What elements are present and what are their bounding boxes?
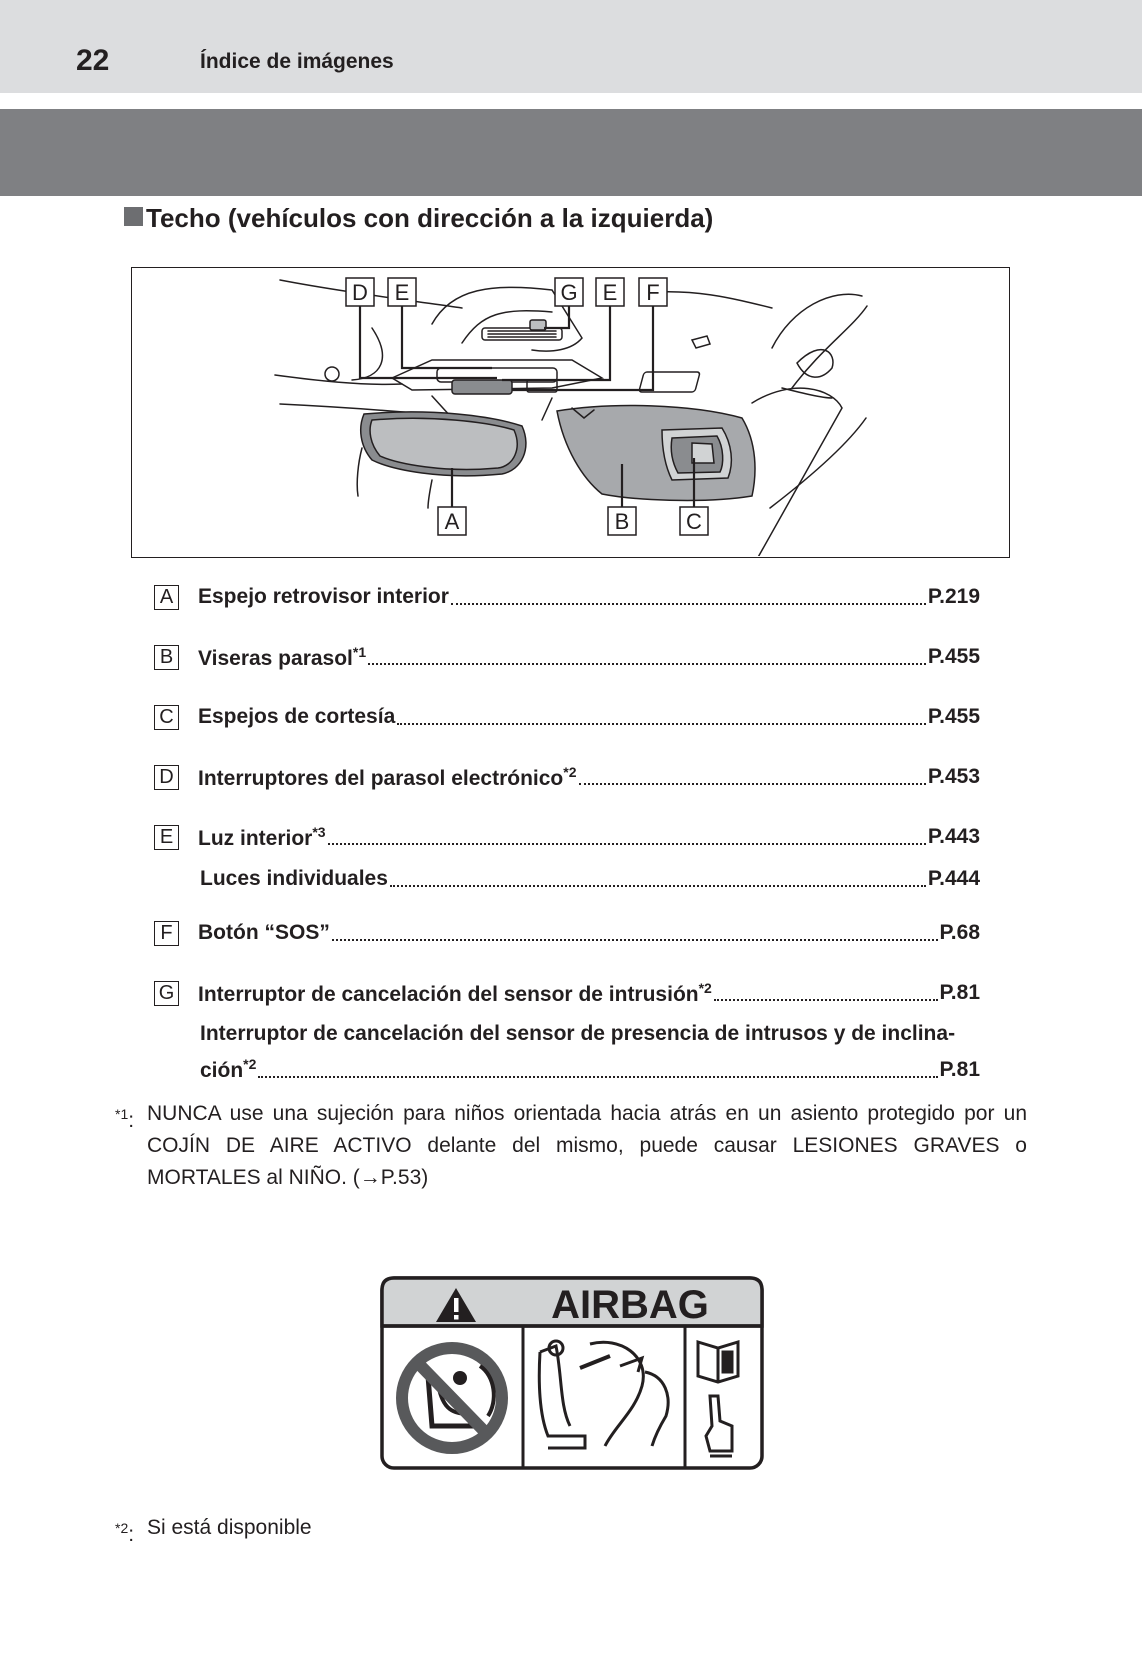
item-label: Luz interior$^{*3}$ [198, 823, 326, 850]
item-letter: D [154, 765, 179, 790]
item-page-link[interactable]: P.68 [939, 921, 980, 944]
leader-dots [714, 981, 938, 1001]
airbag-warning-label [380, 1276, 764, 1470]
item-letter: A [154, 585, 179, 610]
item-page-link[interactable]: P.444 [927, 867, 980, 890]
running-title: Índice de imágenes [200, 50, 394, 73]
airbag-title: AIRBAG [551, 1283, 709, 1327]
item-page-link[interactable]: P.453 [927, 765, 980, 788]
footnote [115, 1512, 1027, 1544]
list-item [200, 864, 980, 894]
item-page-link[interactable]: P.81 [939, 981, 980, 1004]
header-band [0, 0, 1142, 93]
list-item [154, 582, 980, 612]
leader-dots [451, 585, 926, 605]
item-label: Espejos de cortesía [198, 705, 396, 728]
item-letter: F [154, 921, 179, 946]
item-letter: B [154, 645, 179, 670]
footnote-mark: $^{*2}$: [115, 1520, 135, 1546]
callout-f: F [646, 280, 660, 305]
callout-d: D [352, 280, 368, 305]
callout-e2: E [602, 280, 618, 305]
item-label: Botón “SOS” [198, 921, 330, 944]
leader-dots [390, 867, 926, 887]
list-item [154, 702, 980, 732]
leader-dots [397, 705, 926, 725]
list-item [154, 918, 980, 948]
callout-e: E [394, 280, 410, 305]
list-item [154, 762, 980, 792]
item-label: Viseras parasol$^{*1}$ [198, 643, 367, 670]
footnote [115, 1098, 1027, 1194]
list-item [154, 642, 980, 672]
item-label-cont: ción$^{*2}$ [200, 1056, 257, 1082]
item-letter: C [154, 705, 179, 730]
leader-dots [368, 645, 926, 665]
square-bullet-icon [124, 207, 143, 226]
item-page-link[interactable]: P.455 [927, 705, 980, 728]
callout-g: G [560, 280, 578, 305]
footnote-text: NUNCA use una sujeción para niños orientada hacia atrás en un asiento protegido por un COJÍN DE AIRE ACTIVO delante del mismo, puede causar LESIONES GRAVES o MORTALES al NIÑO. (→P.53) [147, 1102, 1027, 1189]
callout-a: A [444, 509, 460, 534]
list-item [154, 822, 980, 852]
callout-c: C [686, 509, 702, 534]
item-label: Interruptor de cancelación del sensor de intrusión$^{*2}$ [198, 979, 712, 1006]
item-page-link[interactable]: P.455 [927, 645, 980, 668]
list-item [154, 978, 980, 1008]
footnote-text: Si está disponible [147, 1516, 312, 1539]
section-heading [124, 203, 713, 234]
item-label: Luces individuales [200, 867, 388, 890]
item-label: Interruptor de cancelación del sensor de presencia de intrusos y de inclina- [200, 1022, 956, 1045]
footnote-mark: $^{*1}$: [115, 1106, 135, 1132]
item-page-link[interactable]: P.443 [927, 825, 980, 848]
section-band [0, 109, 1142, 196]
item-letter: G [154, 981, 179, 1006]
section-title: Techo (vehículos con dirección a la izquierda) [146, 203, 714, 233]
item-label: Interruptores del parasol electrónico$^{*2}$ [198, 763, 577, 790]
callout-b: B [614, 509, 630, 534]
list-item [200, 1022, 980, 1083]
ceiling-drawing [132, 268, 1008, 556]
item-page-link[interactable]: P.81 [939, 1057, 980, 1081]
leader-dots [332, 921, 938, 941]
leader-dots [258, 1058, 937, 1078]
ceiling-illustration [131, 267, 1010, 558]
leader-dots [328, 825, 926, 845]
page-number: 22 [76, 44, 110, 77]
item-label: Espejo retrovisor interior [198, 585, 449, 608]
leader-dots [579, 765, 926, 785]
item-letter: E [154, 825, 179, 850]
item-page-link[interactable]: P.219 [927, 585, 980, 608]
